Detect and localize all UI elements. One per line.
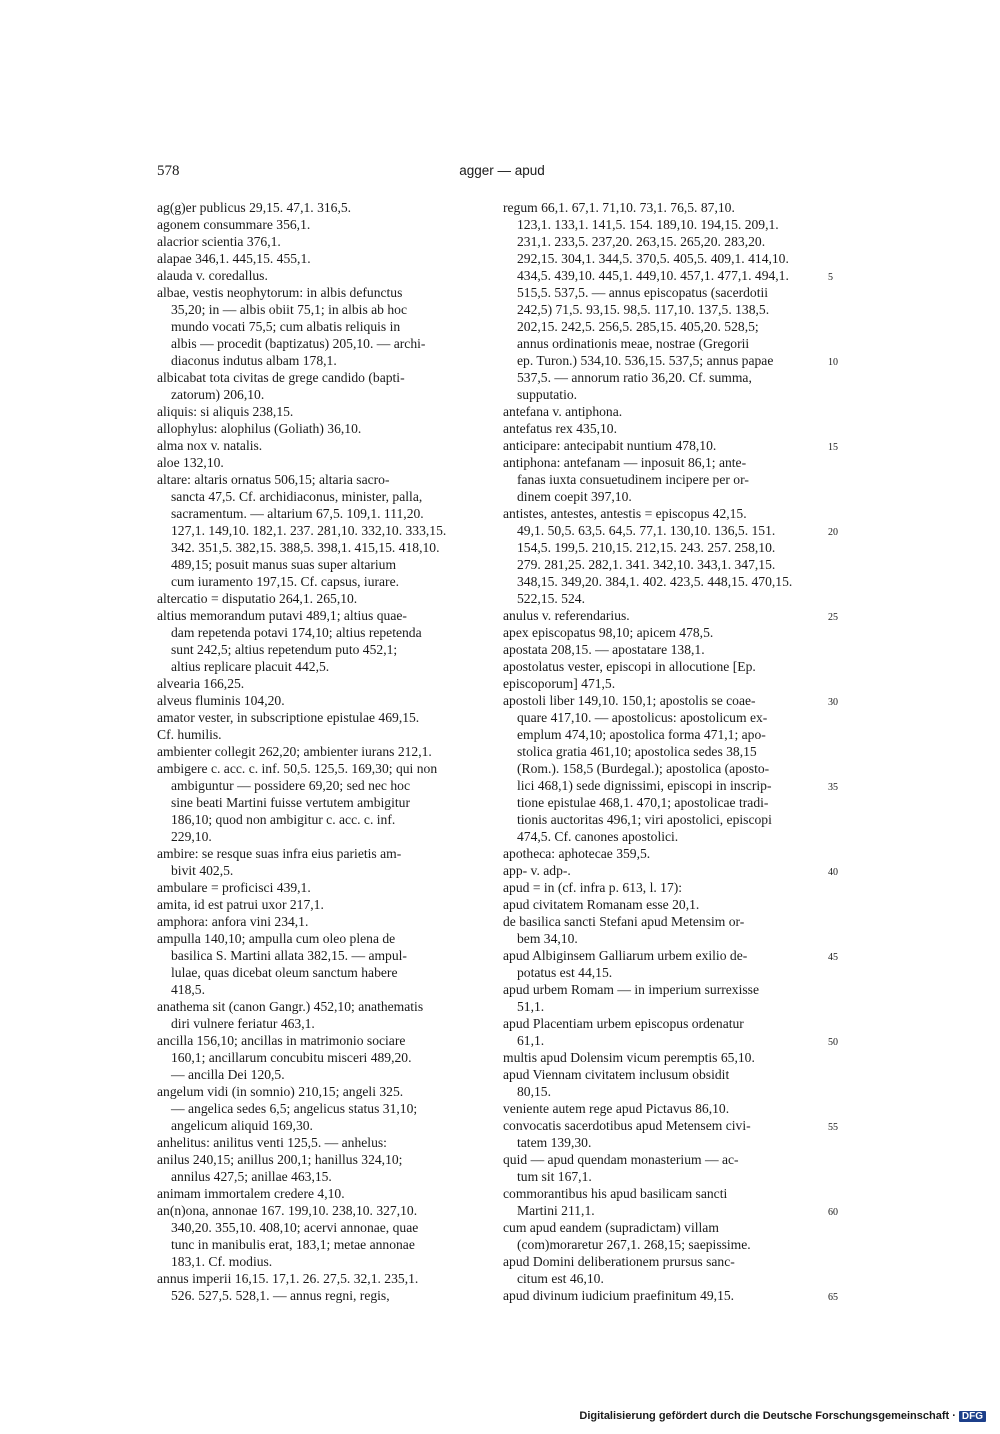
- index-line: 229,10.: [171, 829, 212, 844]
- index-line: ancilla 156,10; ancillas in matrimonio sociare: [157, 1033, 406, 1048]
- index-line: apud divinum iudicium praefinitum 49,15.: [503, 1288, 735, 1303]
- index-line: 183,1. Cf. modius.: [171, 1254, 273, 1269]
- index-line: — ancilla Dei 120,5.: [171, 1067, 285, 1082]
- index-line: tunc in manibulis erat, 183,1; metae annonae: [171, 1237, 415, 1252]
- index-line: apotheca: aphotecae 359,5.: [503, 846, 651, 861]
- index-line: alacrior scientia 376,1.: [157, 234, 281, 249]
- line-number: 45: [828, 952, 838, 963]
- index-line: lici 468,1) sede dignissimi, episcopi in inscrip-: [517, 778, 772, 793]
- index-line: 418,5.: [171, 982, 205, 997]
- index-line: albis — procedit (baptizatus) 205,10. — archi-: [171, 336, 426, 351]
- index-line: agonem consummare 356,1.: [157, 217, 311, 232]
- index-line: de basilica sancti Stefani apud Metensim or-: [503, 914, 745, 929]
- index-line: apud = in (cf. infra p. 613, l. 17):: [503, 880, 683, 895]
- index-line: amphora: anfora vini 234,1.: [157, 914, 309, 929]
- index-line: (Rom.). 158,5 (Burdegal.); apostolica (aposto-: [517, 761, 770, 776]
- index-line: commorantibus his apud basilicam sancti: [503, 1186, 728, 1201]
- index-line: zatorum) 206,10.: [171, 387, 265, 402]
- index-line: regum 66,1. 67,1. 71,10. 73,1. 76,5. 87,10.: [503, 200, 735, 215]
- index-line: an(n)ona, annonae 167. 199,10. 238,10. 327,10.: [157, 1203, 418, 1218]
- index-line: ambienter collegit 262,20; ambienter iurans 212,1.: [157, 744, 432, 759]
- index-line: apostata 208,15. — apostatare 138,1.: [503, 642, 705, 657]
- index-line: alma nox v. natalis.: [157, 438, 263, 453]
- dfg-logo: DFG: [959, 1411, 986, 1422]
- index-line: multis apud Dolensim vicum peremptis 65,10.: [503, 1050, 755, 1065]
- index-line: mundo vocati 75,5; cum albatis reliquis in: [171, 319, 401, 334]
- index-line: amator vester, in subscriptione epistulae 469,15.: [157, 710, 420, 725]
- line-number: 60: [828, 1207, 838, 1218]
- index-line: ambigere c. acc. c. inf. 50,5. 125,5. 169,30; qui non: [157, 761, 438, 776]
- index-line: stolica gratia 461,10; apostolica sedes 38,15: [517, 744, 757, 759]
- index-line: 292,15. 304,1. 344,5. 370,5. 405,5. 409,1. 414,10.: [517, 251, 789, 266]
- index-line: 340,20. 355,10. 408,10; acervi annonae, quae: [171, 1220, 419, 1235]
- index-line: 489,15; posuit manus suas super altarium: [171, 557, 397, 572]
- index-line: annus ordinationis meae, nostrae (Gregorii: [517, 336, 750, 351]
- index-line: apud Placentiam urbem episcopus ordenatur: [503, 1016, 744, 1031]
- index-line: app- v. adp-.: [503, 863, 571, 878]
- running-head: agger — apud: [459, 163, 545, 178]
- footer-text: Digitalisierung gefördert durch die Deutsche Forschungsgemeinschaft ·: [579, 1410, 956, 1422]
- index-line: anhelitus: anilitus venti 125,5. — anhelus:: [157, 1135, 387, 1150]
- index-line: aliquis: si aliquis 238,15.: [157, 404, 294, 419]
- index-line: citum est 46,10.: [517, 1271, 604, 1286]
- index-line: altius memorandum putavi 489,1; altius quae-: [157, 608, 407, 623]
- index-line: ep. Turon.) 534,10. 536,15. 537,5; annus papae: [517, 353, 774, 368]
- index-line: diaconus indutus albam 178,1.: [171, 353, 337, 368]
- line-number: 30: [828, 697, 838, 708]
- index-line: Cf. humilis.: [157, 727, 222, 742]
- index-line: — angelica sedes 6,5; angelicus status 31,10;: [171, 1101, 418, 1116]
- index-line: 434,5. 439,10. 445,1. 449,10. 457,1. 477,1. 494,1.: [517, 268, 789, 283]
- index-line: diri vulnere feriatur 463,1.: [171, 1016, 315, 1031]
- left-column: [157, 199, 482, 1304]
- index-line: (com)moraretur 267,1. 268,15; saepissime.: [517, 1237, 751, 1252]
- index-line: alauda v. coredallus.: [157, 268, 268, 283]
- index-line: anathema sit (canon Gangr.) 452,10; anathematis: [157, 999, 424, 1014]
- index-line: 526. 527,5. 528,1. — annus regni, regis,: [171, 1288, 390, 1303]
- index-line: 202,15. 242,5. 256,5. 285,15. 405,20. 528,5;: [517, 319, 759, 334]
- index-line: dinem coepit 397,10.: [517, 489, 632, 504]
- index-line: veniente autem rege apud Pictavus 86,10.: [503, 1101, 730, 1116]
- index-line: altius replicare placuit 442,5.: [171, 659, 330, 674]
- index-line: 61,1.: [517, 1033, 545, 1048]
- index-line: aloe 132,10.: [157, 455, 224, 470]
- index-line: 342. 351,5. 382,15. 388,5. 398,1. 415,15. 418,10.: [171, 540, 440, 555]
- index-line: angelum vidi (in somnio) 210,15; angeli 325.: [157, 1084, 404, 1099]
- index-line: tionis auctoritas 496,1; viri apostolici, episcopi: [517, 812, 772, 827]
- index-line: albicabat tota civitas de grege candido (bapti-: [157, 370, 405, 385]
- index-line: bem 34,10.: [517, 931, 578, 946]
- index-line: bivit 402,5.: [171, 863, 234, 878]
- index-line: 348,15. 349,20. 384,1. 402. 423,5. 448,15. 470,15.: [517, 574, 793, 589]
- line-number: 15: [828, 442, 838, 453]
- index-line: episcoporum] 471,5.: [503, 676, 616, 691]
- index-line: 279. 281,25. 282,1. 341. 342,10. 343,1. 347,15.: [517, 557, 776, 572]
- index-line: tione epistulae 468,1. 470,1; apostolicae tradi-: [517, 795, 769, 810]
- index-line: apud civitatem Romanam esse 20,1.: [503, 897, 700, 912]
- index-line: sacramentum. — altarium 67,5. 109,1. 111,20.: [171, 506, 424, 521]
- index-line: apud Albiginsem Galliarum urbem exilio de-: [503, 948, 748, 963]
- index-line: ambulare = proficisci 439,1.: [157, 880, 311, 895]
- index-line: quid — apud quendam monasterium — ac-: [503, 1152, 739, 1167]
- index-line: tatem 139,30.: [517, 1135, 592, 1150]
- line-number: 25: [828, 612, 838, 623]
- index-line: annilus 427,5; anillae 463,15.: [171, 1169, 332, 1184]
- line-number: 5: [828, 272, 833, 283]
- index-line: potatus est 44,15.: [517, 965, 613, 980]
- index-line: apostoli liber 149,10. 150,1; apostolis se coae-: [503, 693, 756, 708]
- index-line: apostolatus vester, episcopi in allocutione [Ep.: [503, 659, 756, 674]
- index-line: lulae, quas dicebat oleum sanctum habere: [171, 965, 398, 980]
- index-line: anilus 240,15; anillus 200,1; hanillus 324,10;: [157, 1152, 403, 1167]
- index-line: 49,1. 50,5. 63,5. 64,5. 77,1. 130,10. 136,5. 151.: [517, 523, 776, 538]
- line-number: 65: [828, 1292, 838, 1303]
- index-line: annus imperii 16,15. 17,1. 26. 27,5. 32,1. 235,1.: [157, 1271, 419, 1286]
- index-line: animam immortalem credere 4,10.: [157, 1186, 345, 1201]
- index-line: 51,1.: [517, 999, 545, 1014]
- index-line: fanas iuxta consuetudinem incipere per or-: [517, 472, 749, 487]
- line-number: 50: [828, 1037, 838, 1048]
- index-line: 127,1. 149,10. 182,1. 237. 281,10. 332,10. 333,15.: [171, 523, 447, 538]
- index-line: 186,10; quod non ambigitur c. acc. c. inf.: [171, 812, 396, 827]
- index-line: allophylus: alophilus (Goliath) 36,10.: [157, 421, 362, 436]
- index-line: Martini 211,1.: [517, 1203, 595, 1218]
- index-line: ag(g)er publicus 29,15. 47,1. 316,5.: [157, 200, 352, 215]
- index-line: sine beati Martini fuisse vertutem ambigitur: [171, 795, 410, 810]
- index-line: antefana v. antiphona.: [503, 404, 623, 419]
- index-line: apex episcopatus 98,10; apicem 478,5.: [503, 625, 714, 640]
- index-line: 35,20; in — albis obiit 75,1; in albis ab hoc: [171, 302, 407, 317]
- index-line: antiphona: antefanam — inposuit 86,1; ante-: [503, 455, 747, 470]
- index-line: emplum 474,10; apostolica forma 471,1; apo-: [517, 727, 766, 742]
- page-header: [157, 163, 847, 185]
- index-line: antefatus rex 435,10.: [503, 421, 618, 436]
- line-number: 55: [828, 1122, 838, 1133]
- index-line: 474,5. Cf. canones apostolici.: [517, 829, 679, 844]
- index-line: 242,5) 71,5. 93,15. 98,5. 117,10. 137,5. 138,5.: [517, 302, 770, 317]
- index-line: cum apud eandem (supradictam) villam: [503, 1220, 719, 1235]
- index-line: dam repetenda potavi 174,10; altius repetenda: [171, 625, 422, 640]
- index-line: supputatio.: [517, 387, 578, 402]
- index-line: 160,1; ancillarum concubitu misceri 489,20.: [171, 1050, 412, 1065]
- index-line: altare: altaris ornatus 506,15; altaria sacro-: [157, 472, 390, 487]
- index-line: 515,5. 537,5. — annus episcopatus (sacerdotii: [517, 285, 769, 300]
- index-line: ampulla 140,10; ampulla cum oleo plena de: [157, 931, 396, 946]
- index-line: angelicum aliquid 169,30.: [171, 1118, 313, 1133]
- index-line: alveus fluminis 104,20.: [157, 693, 285, 708]
- line-number: 10: [828, 357, 838, 368]
- index-line: amita, id est patrui uxor 217,1.: [157, 897, 324, 912]
- index-line: apud Viennam civitatem inclusum obsidit: [503, 1067, 730, 1082]
- footer: [579, 1410, 986, 1422]
- index-line: anticipare: antecipabit nuntium 478,10.: [503, 438, 717, 453]
- index-line: 154,5. 199,5. 210,15. 212,15. 243. 257. 258,10.: [517, 540, 776, 555]
- index-line: 522,15. 524.: [517, 591, 585, 606]
- index-line: tum sit 167,1.: [517, 1169, 592, 1184]
- index-line: anulus v. referendarius.: [503, 608, 630, 623]
- right-column: [503, 199, 815, 1304]
- index-line: alapae 346,1. 445,15. 455,1.: [157, 251, 311, 266]
- line-number: 40: [828, 867, 838, 878]
- index-line: cum iuramento 197,15. Cf. capsus, iurare.: [171, 574, 400, 589]
- index-line: sancta 47,5. Cf. archidiaconus, minister, palla,: [171, 489, 423, 504]
- page-number: 578: [157, 163, 180, 179]
- index-line: ambire: se resque suas infra eius parietis am-: [157, 846, 402, 861]
- index-line: alvearia 166,25.: [157, 676, 245, 691]
- index-line: altercatio = disputatio 264,1. 265,10.: [157, 591, 358, 606]
- index-line: albae, vestis neophytorum: in albis defunctus: [157, 285, 403, 300]
- line-number: 20: [828, 527, 838, 538]
- index-line: antistes, antestes, antestis = episcopus 42,15.: [503, 506, 747, 521]
- index-line: apud urbem Romam — in imperium surrexisse: [503, 982, 759, 997]
- index-line: basilica S. Martini allata 382,15. — ampul-: [171, 948, 407, 963]
- line-number: 35: [828, 782, 838, 793]
- index-line: convocatis sacerdotibus apud Metensem civi-: [503, 1118, 751, 1133]
- index-line: sunt 242,5; altius repetendum puto 452,1;: [171, 642, 398, 657]
- index-line: 231,1. 233,5. 237,20. 263,15. 265,20. 283,20.: [517, 234, 766, 249]
- index-line: 123,1. 133,1. 141,5. 154. 189,10. 194,15. 209,1.: [517, 217, 779, 232]
- index-line: apud Domini deliberationem prursus sanc-: [503, 1254, 735, 1269]
- index-line: quare 417,10. — apostolicus: apostolicum ex-: [517, 710, 768, 725]
- index-line: ambiguntur — possidere 69,20; sed nec hoc: [171, 778, 410, 793]
- index-line: 80,15.: [517, 1084, 551, 1099]
- index-line: 537,5. — annorum ratio 36,20. Cf. summa,: [517, 370, 752, 385]
